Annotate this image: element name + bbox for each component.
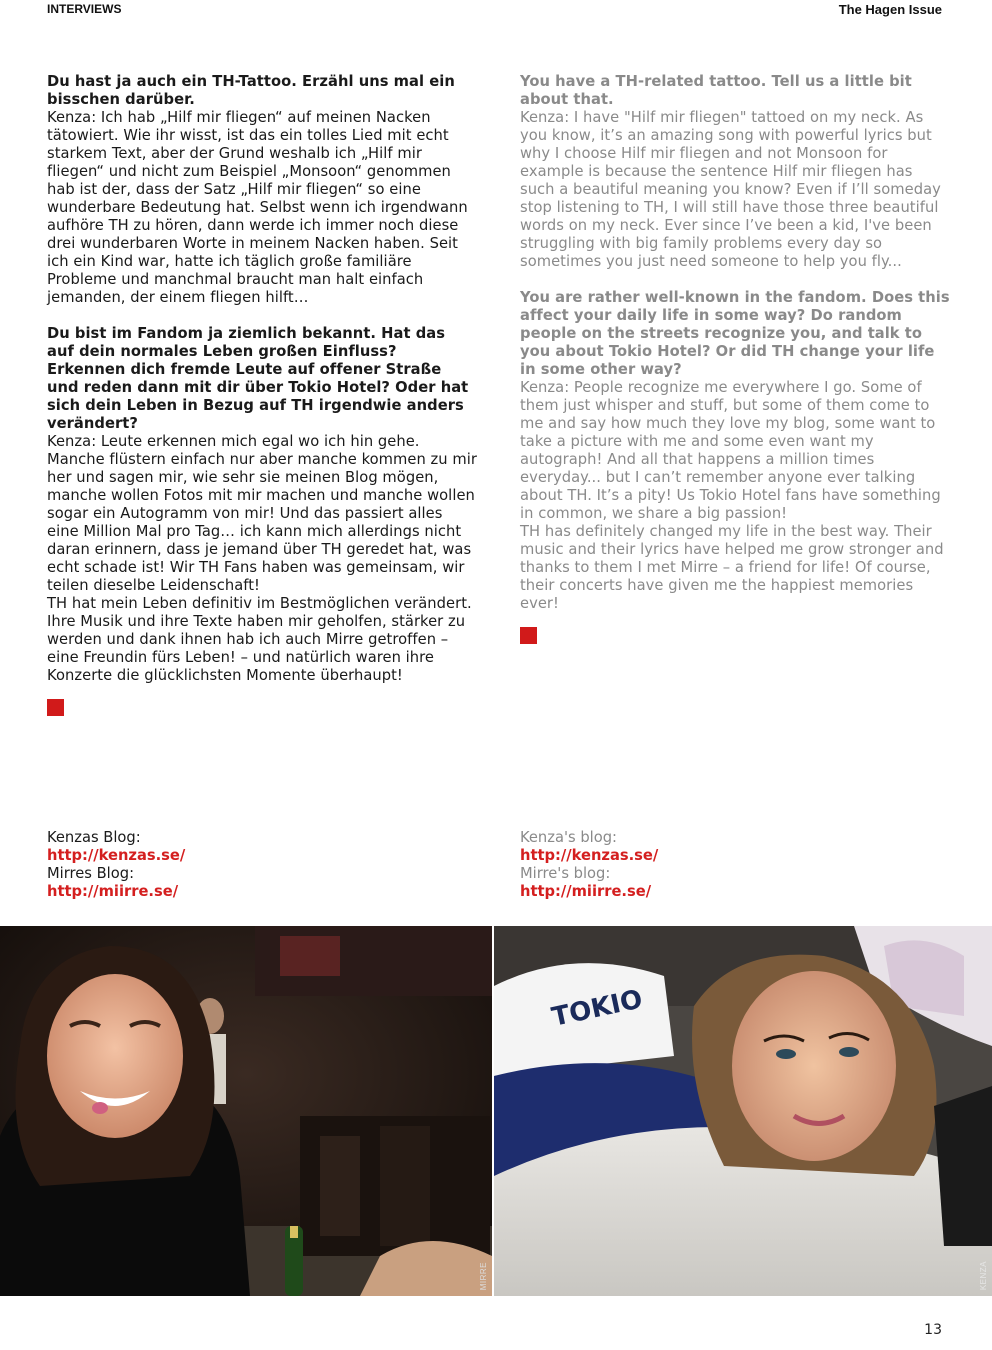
photo-credit-mirre: MIRRE [479,1261,488,1290]
mirre-blog-link-de[interactable]: http://miirre.se/ [47,883,179,900]
svg-text:TOKIO: TOKIO [549,984,646,1033]
german-answer-3: TH hat mein Leben definitiv im Bestmöglichen verändert. Ihre Musik und ihre Texte haben mir geholfen, stärker zu werden und dank ihnen hab ich auch Mirre getroffen – eine Freundin fürs Leben! – und natürlich waren ihre Konzerte die glücklichsten Momente überhaupt! [47,595,472,684]
photo-mirre [0,926,492,1296]
issue-title: The Hagen Issue [838,2,942,17]
mirre-blog-link-en[interactable]: http://miirre.se/ [520,883,652,900]
kenza-blog-link-de[interactable]: http://kenzas.se/ [47,847,186,864]
kenza-blog-link-en[interactable]: http://kenzas.se/ [520,847,659,864]
section-label: INTERVIEWS [47,2,122,16]
photo-kenza [494,926,992,1296]
blog-links-en [520,829,658,901]
kenza-blog-label-de: Kenzas Blog: [47,829,141,846]
english-column [520,73,950,644]
german-answer-2: Kenza: Leute erkennen mich egal wo ich hin gehe. Manche flüstern einfach nur aber manche kommen zu mir her und sagen mir, wie sehr sie meinen Blog mögen, manche wollen Fotos mit mir machen und manche wollen sogar ein Autogramm von mir! Und das passiert alles eine Million Mal pro Tag… ich kann mich allerdings nicht daran erinnern, dass je jemand über TH geredet hat, was echt schade ist! Wir TH Fans haben was gemeinsam, wir teilen dieselbe Leidenschaft! [47,433,477,594]
german-answer-1: Kenza: Ich hab „Hilf mir fliegen“ auf meinen Nacken tätowiert. Wie ihr wisst, ist das ein tolles Lied mit echt starkem Text, aber der Grund weshalb ich „Hilf mir fliegen“ und nicht zum Beispiel „Monsoon“ genommen hab ist der, dass der Satz „Hilf mir fliegen“ so eine wunderbare Bedeutung hat. Selbst wenn ich irgendwann aufhöre TH zu hören, dann werde ich immer noch diese drei wunderbaren Worte in meinem Nacken haben. Seit ich ein Kind war, hatte ich täglich große familiäre Probleme und manchmal braucht man halt einfach jemanden, der einem fliegen hilft… [47,109,468,306]
english-answer-1: Kenza: I have "Hilf mir fliegen" tattoed on my neck. As you know, it’s an amazing song with powerful lyrics but why I choose Hilf mir fliegen and not Monsoon for example is because the sentence Hilf mir fliegen has such a beautiful meaning you know? Even if I’ll someday stop listening to TH, I will still have those three beautiful words on my neck. Ever since I’ve been a kid, I've been struggling with big family problems every day so sometimes you just need someone to help you fly... [520,109,941,270]
english-answer-3: TH has definitely changed my life in the best way. Their music and their lyrics have helped me grow stronger and thanks to them I met Mirre – a friend for life! Of course, their concerts have given me the happiest memories ever! [520,523,944,612]
german-question-1: Du hast ja auch ein TH-Tattoo. Erzähl uns mal ein bisschen darüber. [47,73,455,108]
page-number: 13 [924,1322,942,1338]
end-marker-en [520,627,537,644]
mirre-blog-label-en: Mirre's blog: [520,865,611,882]
kenza-blog-label-en: Kenza's blog: [520,829,617,846]
photo-credit-kenza: KENZA [979,1260,988,1290]
german-question-2: Du bist im Fandom ja ziemlich bekannt. Hat das auf dein normales Leben großen Einfluss? Erkennen dich fremde Leute auf offener Straße und reden dann mit dir über Tokio Hotel? Oder hat sich dein Leben in Bezug auf TH irgendwie anders verändert? [47,325,469,432]
english-question-1: You have a TH-related tattoo. Tell us a little bit about that. [520,73,912,108]
english-question-2: You are rather well-known in the fandom. Does this affect your daily life in some way? Do random people on the streets recognize you, and talk to you about Tokio Hotel? Or did TH change your life in some other way? [520,289,950,378]
blog-links-de [47,829,185,901]
end-marker-de [47,699,64,716]
mirre-blog-label-de: Mirres Blog: [47,865,135,882]
german-column [47,73,477,716]
english-answer-2: Kenza: People recognize me everywhere I go. Some of them just whisper and stuff, but some of them come to me and say how much they love my blog, some want to take a picture with me and some even want my autograph! And all that happens a million times everyday... but I can’t remember anyone ever talking about TH. It’s a pity! Us Tokio Hotel fans have something in common, we share a big passion! [520,379,941,522]
